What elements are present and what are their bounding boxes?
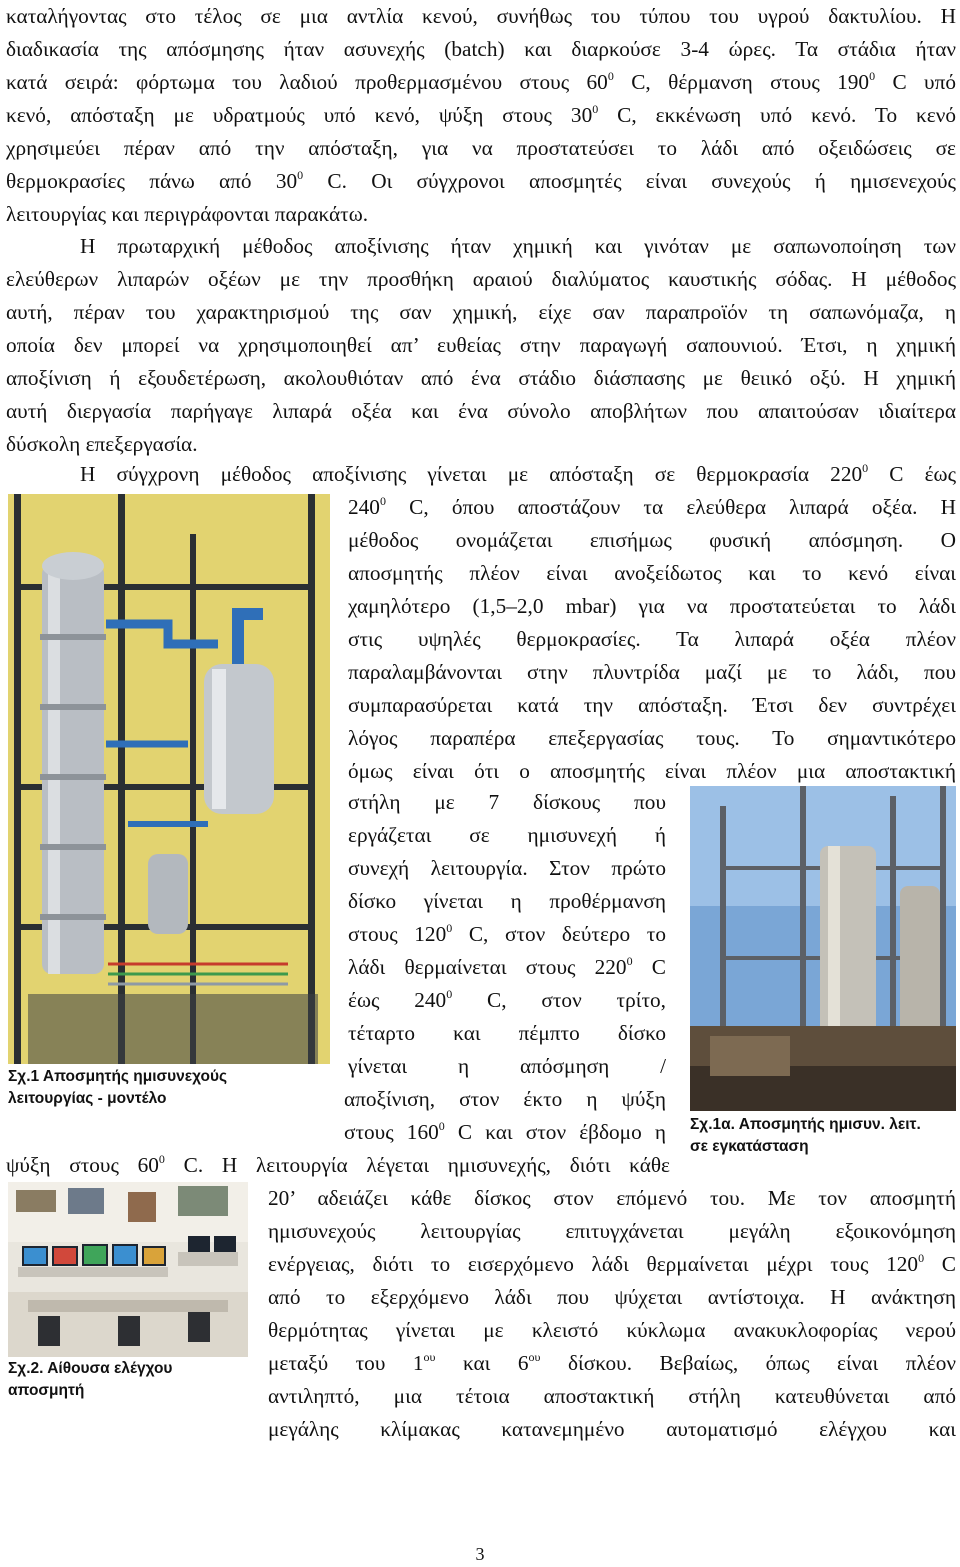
- paragraph-line: εργάζεται σε ημισυνεχή ή: [348, 823, 666, 847]
- figure-1-caption: [8, 1066, 227, 1110]
- paragraph-line: μεγάλης κλίμακας κατανεμημένο αυτοματισμό ελέγχου και: [268, 1417, 956, 1441]
- paragraph-line: παραλαμβάνονται στην πλυντρίδα μαζί με το λάδι, που: [348, 660, 956, 684]
- paragraph-line: στους $160^0$ C και στον έβδομο η: [344, 1119, 667, 1144]
- paragraph-line: ημισυνεχούς λειτουργίας επιτυγχάνεται μεγάλη εξοικονόμηση: [268, 1219, 956, 1243]
- caption-line: Σχ.1 Αποσμητής ημισυνεχούς: [8, 1068, 228, 1085]
- paragraph-line: στους $120^0$ C, στον δεύτερο το: [348, 921, 666, 946]
- paragraph-line: αυτή, πέραν του χαρακτηρισμού της σαν χημική, είχε σαν παραπροϊόν τη σαπωνόμαζα, η: [6, 300, 956, 324]
- paragraph-line: διαδικασία της απόσμησης ήταν ασυνεχής (batch) και διαρκούσε 3-4 ώρες. Τα στάδια ήταν: [6, 37, 956, 61]
- caption-line: Σχ.1α. Αποσμητής ημισυν. λειτ.: [690, 1116, 921, 1133]
- paragraph-line: αποξίνιση, στον έκτο η ψύξη: [344, 1087, 666, 1111]
- paragraph-line: έως $240^0$ C, στον τρίτο,: [348, 987, 666, 1012]
- figure-1a-caption: [690, 1114, 921, 1158]
- paragraph-line: στήλη με 7 δίσκους που: [348, 790, 666, 814]
- caption-line: αποσμητή: [8, 1382, 85, 1399]
- paragraph-line: λάδι θερμαίνεται στους $220^0$ C: [348, 954, 666, 979]
- paragraph-line: αντιληπτό, μια τέτοια αποστακτική στήλη κατευθύνεται από: [268, 1384, 956, 1408]
- caption-line: σε εγκατάσταση: [690, 1138, 809, 1155]
- paragraph-line: θερμοκρασίες πάνω από $30^0$ C. Οι σύγχρονοι αποσμητές είναι συνεχούς ή ημισενεχούς: [6, 168, 956, 193]
- paragraph-line: $240^0$ C, όπου αποστάζουν τα ελεύθερα λιπαρά οξέα. Η: [348, 494, 956, 519]
- paragraph-line: ενέργειας, διότι το εισερχόμενο λάδι θερμαίνεται μέχρι τους $120^0$ C: [268, 1251, 957, 1276]
- paragraph-line: γίνεται η απόσμηση /: [348, 1054, 666, 1078]
- page-number: 3: [475, 1544, 485, 1564]
- caption-line: Σχ.2. Αίθουσα ελέγχου: [8, 1360, 173, 1377]
- paragraph-line: Η σύγχρονη μέθοδος αποξίνισης γίνεται με απόσταξη σε θερμοκρασία $220^0$ C έως: [80, 461, 957, 486]
- paragraph-line: τέταρτο και πέμπτο δίσκο: [348, 1021, 666, 1045]
- paragraph-line: Η πρωταρχική μέθοδος αποξίνισης ήταν χημική και γινόταν με σαπωνοποίηση των: [80, 234, 956, 258]
- paragraph-line: λόγος παραπέρα επεξεργασίας τους. Το σημαντικότερο: [348, 726, 956, 750]
- paragraph-line: οποία δεν μπορεί να χρησιμοποιηθεί απ’ ευθείας στην παραγωγή σαπουνιού. Έτσι, η χημική: [6, 333, 956, 357]
- paragraph-line: καταλήγοντας στο τέλος σε μια αντλία κενού, συνήθως του τύπου του υγρού δακτυλίου. Η: [6, 4, 956, 28]
- deodorizer-model-photo: [8, 494, 330, 1064]
- paragraph-line: ψύξη στους $60^0$ C. Η λειτουργία λέγεται ημισυνεχής, διότι κάθε: [6, 1152, 670, 1177]
- paragraph-line: αποξίνιση ή εξουδετέρωση, ακολουθιόταν από ένα στάδιο διάσπασης με θειικό οξύ. Η χημική: [6, 366, 956, 390]
- paragraph-line: όμως είναι ότι ο αποσμητής είναι πλέον μια αποστακτική: [348, 759, 956, 783]
- deodorizer-installation-photo: [690, 786, 956, 1111]
- paragraph-line: χρησιμεύει πέραν από την απόσταξη, για να προστατεύσει το λάδι από οξειδώσεις σε: [6, 136, 956, 160]
- paragraph-line: αποσμητής πλέον είναι ανοξείδωτος και το κενό είναι: [348, 561, 956, 585]
- paragraph-line: 20’ αδειάζει κάθε δίσκος στον επόμενό του. Με τον αποσμητή: [268, 1186, 956, 1210]
- paragraph-line: χαμηλότερο (1,5–2,0 mbar) για να προστατεύεται το λάδι: [348, 594, 956, 618]
- paragraph-line: κατά σειρά: φόρτωμα του λαδιού προθερμασμένου στους $60^0$ C, θέρμανση στους $190^0$ C υπό: [6, 69, 956, 94]
- paragraph-line: μέθοδος ονομάζεται επισήμως φυσική απόσμηση. Ο: [348, 528, 956, 552]
- figure-2-caption: [8, 1358, 172, 1402]
- paragraph-line: από το εξερχόμενο λάδι που ψύχεται αντίστοιχα. Η ανάκτηση: [268, 1285, 956, 1309]
- paragraph-line: δύσκολη επεξεργασία.: [6, 432, 198, 456]
- paragraph-line: αυτή διεργασία παρήγαγε λιπαρά οξέα και ένα σύνολο αποβλήτων που απαιτούσαν ιδιαίτερα: [6, 399, 956, 423]
- paragraph-line: συνεχή λειτουργία. Στον πρώτο: [348, 856, 666, 880]
- paragraph-line: λειτουργίας και περιγράφονται παρακάτω.: [6, 202, 369, 226]
- paragraph-line: ελεύθερων λιπαρών οξέων με την προσθήκη αραιού διαλύματος καυστικής σόδας. Η μέθοδος: [6, 267, 956, 291]
- control-room-photo: [8, 1182, 248, 1357]
- paragraph-line: θερμότητας γίνεται με κλειστό κύκλωμα ανακυκλοφορίας νερού: [268, 1318, 956, 1342]
- caption-line: λειτουργίας - μοντέλο: [8, 1090, 167, 1107]
- paragraph-line: μεταξύ του $1^{o\upsilon}$ και $6^{o\upsilon}$ δίσκου. Βεβαίως, όπως είναι πλέον: [268, 1350, 956, 1375]
- paragraph-line: δίσκο γίνεται η προθέρμανση: [348, 889, 666, 913]
- paragraph-line: στις υψηλές θερμοκρασίες. Τα λιπαρά οξέα πλέον: [348, 627, 956, 651]
- paragraph-line: κενό, απόσταξη με υδρατμούς υπό κενό, ψύξη στους $30^0$ C, εκκένωση υπό κενό. Το κενό: [6, 102, 956, 127]
- paragraph-line: συμπαρασύρεται κατά την απόσταξη. Έτσι δεν συντρέχει: [348, 693, 956, 717]
